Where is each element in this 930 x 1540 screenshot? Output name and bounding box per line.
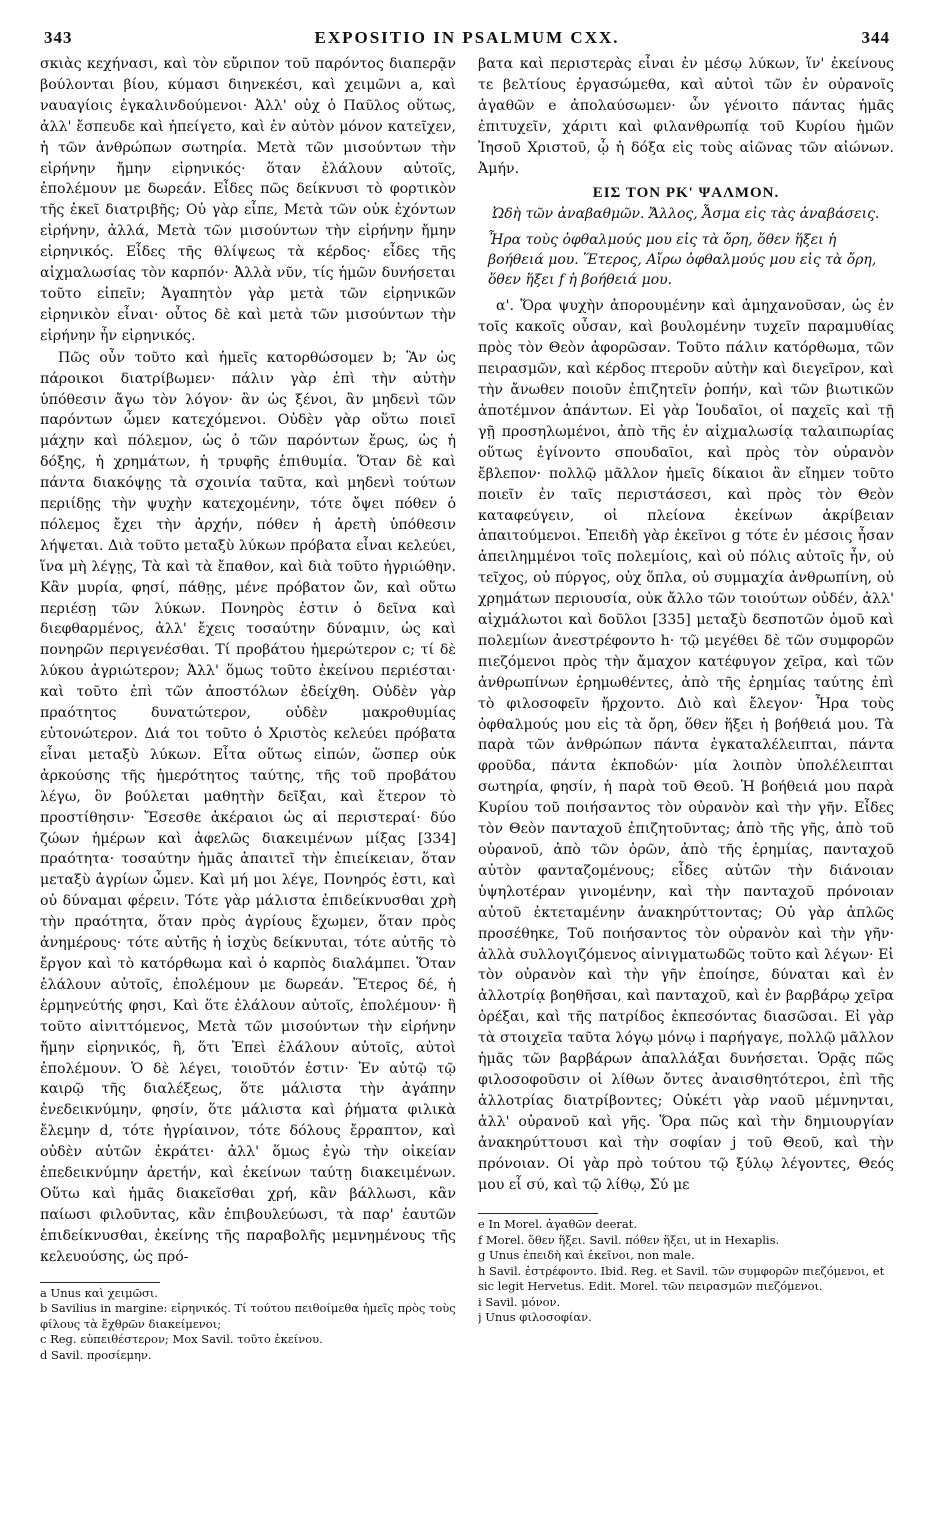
footnote-f: f Morel. ὅθεν ἥξει. Savil. πόθεν ἥξει, ut in Hexaplis. <box>478 1232 780 1247</box>
right-column <box>478 54 894 1363</box>
footnote-g: g Unus ἐπειδὴ καὶ ἐκεῖνοι, non male. <box>478 1248 695 1263</box>
footnote-e: e In Morel. ἀγαθῶν deerat. <box>478 1217 638 1232</box>
running-header <box>40 28 894 54</box>
left-paragraph-2: Πῶς οὖν τοῦτο καὶ ἡμεῖς κατορθώσομεν b; Ἂν ὡς πάροικοι διατρίβωμεν· πάλιν γὰρ ἐπὶ τὴν αὐτὴν ὑπόθεσιν ἄγω τὸν λόγον· ἂν ὡς ξένοι, ἂν μηδενὶ τῶν παρόντων ὦμεν κατεχόμενοι. Οὐδὲν γὰρ οὕτω ποιεῖ μάχην καὶ πόλεμον, ὡς ὁ τῶν παρόντων ἔρως, ὡς ἡ δόξης, ἡ χρημάτων, ἡ τρυφῆς ἐπιθυμία. Ὅταν δὲ καὶ πάντα διακόψῃς τὰ σχοινία ταῦτα, καὶ μηδενὶ τούτων περιίδῃς τὴν ψυχὴν κατεχομένην, τότε ὄψει πόθεν ὁ πόλεμος ἔχει τὴν ἀρχήν, πόθεν ἡ ἀρετὴ ὑπόθεσιν λήψεται. Διὰ τοῦτο μεταξὺ λύκων πρόβατα εἶναι κελεύει, ἵνα μὴ λέγῃς, Τὰ καὶ τὰ ἔπαθον, καὶ διὰ τοῦτο ἠγριώθην. Κἂν μυρία, φησί, πάθῃς, μένε πρόβατον ὤν, καὶ οὕτω περιέσῃ τῶν λύκων. Πονηρὸς ἐστιν ὁ δεῖνα καὶ διεφθαρμένος, ἀλλ' ἔχεις τοσαύτην δύναμιν, ὡς καὶ πονηρῶν περιγενέσθαι. Τί προβάτου ἡμερώτερον c; τί δὲ λύκου ἀγριώτερον; Ἀλλ' ὅμως τοῦτο ἐκείνου περιέσται· καὶ τοῦτο ἐπὶ τῶν ἀποστόλων ἐδείχθη. Οὐδὲν γὰρ πραότητος δυνατώτερον, οὐδὲν μακροθυμίας εὐτονώτερον. Διά τοι τοῦτο ὁ Χριστὸς κελεύει πρόβατα εἶναι μεταξὺ λύκων. Εἶτα οὕτως εἰπών, ὥσπερ οὐκ ἀρκούσης τῆς ἡμερότητος ταύτης, τῆς τοῦ προβάτου λέγω, ὃν βούλεται μαθητὴν δεῖξαι, καὶ ἕτερον τὸ προστίθησιν· Ἔσεσθε ἀκέραιοι ὡς αἱ περιστεραί· δύο ζώων ἡμέρων καὶ ἀφελῶς διακειμένων μίξας [334] πραότητα· τοσαύτην ἡμᾶς ἀπαιτεῖ τὴν ἐπιείκειαν, ὅταν μεταξὺ ἀγρίων ὦμεν. Καὶ μή μοι λέγε, Πονηρός ἐστι, καὶ οὐ δύναμαι φέρειν. Τότε γὰρ μάλιστα ἐπιδείκνυσθαι χρὴ τὴν πραότητα, ὅταν πρὸς ἀγρίους ἔχωμεν, ὅταν πρὸς ἀνημέρους· τότε αὐτῆς ἡ ἰσχὺς δείκνυται, τότε αὐτῆς τὸ ἔργον καὶ τὸ κατόρθωμα καὶ ὁ καρπὸς διαλάμπει. Ὅταν ἐλάλουν αὐτοῖς, ἐπολέμουν με δωρεάν. Ἕτερος δέ, ἡ ἑρμηνεύτής φησι, Καὶ ὅτε ἐλάλουν αὐτοῖς, ἐπολέμουν· ἢ τοῦτο αἰνιττόμενος, Μετὰ τῶν μισούντων τὴν εἰρήνην ἤμην εἰρηνικός, ἢ, ὅτι Ἐπεὶ ἐλάλουν αὐτοῖς, αὐτοὶ ἐπολέμουν. Ὁ δὲ λέγει, τοιοῦτόν ἐστιν· Ἐν αὐτῷ τῷ καιρῷ τῆς διαλέξεως, ὅτε μάλιστα τὴν ἀγάπην ἐνεδεικνύμην, φησίν, ὅτε μάλιστα καὶ ῥήματα φιλικὰ ἔλεμην d, τότε ἠγρίαινον, τότε δόλους ἔρραπτον, καὶ οὐδὲν αὐτῶν ἐκράτει· ἀλλ' ὅμως ἐγὼ τὴν οἰκείαν ἐπεδεικνύμην ἀρετήν, καὶ ἐκείνων ταύτῃ διακειμένων. Οὕτω καὶ ἡμᾶς διακεῖσθαι χρή, κἂν βάλλωσι, κἂν παίωσι φιλοῦντας, κἂν ἐπιβουλεύωσι, τὰ παρ' ἑαυτῶν ἐπιδείκνυσθαι, ἐκείνης τῆς παραβολῆς μεμνημένους τῆς κελευούσης, ὡς πρό- <box>40 349 456 1265</box>
footnote-i: i Savil. μόνον. <box>478 1294 561 1309</box>
footnote-rule <box>478 1213 598 1214</box>
footnote-rule <box>40 1282 160 1283</box>
psalm-verse: Ἦρα τοὺς ὀφθαλμούς μου εἰς τὰ ὄρη, ὅθεν ἥξει ἡ βοήθειά μου. Ἕτερος, Αἴρω ὀφθαλμούς μου εἰς τὰ ὄρη, ὅθεν ἥξει f ἡ βοήθειά μου. <box>488 232 877 289</box>
footnote-a: a Unus καὶ χειμῶσι. <box>40 1285 158 1300</box>
footnote-h: h Savil. ἐστρέφοντο. Ibid. Reg. et Savil. τῶν συμφορῶν πιεζόμενοι, et sic legit Hervetus. Edit. Morel. τῶν πειρασμῶν πιεζόμενοι. <box>478 1263 885 1294</box>
right-opening-paragraph: βατα καὶ περιστερὰς εἶναι ἐν μέσῳ λύκων, ἵν' ἐκείνους τε βελτίους ἐργασώμεθα, καὶ αὐτοὶ τῶν ἐν οὐρανοῖς ἀγαθῶν e ἀπολαύσωμεν· ὧν γένοιτο πάντας ἡμᾶς ἐπιτυχεῖν, χάριτι καὶ φιλανθρωπίᾳ τοῦ Κυρίου ἡμῶν Ἰησοῦ Χριστοῦ, ᾧ ἡ δόξα εἰς τοὺς αἰῶνας τῶν αἰώνων. Ἀμήν. <box>478 56 894 177</box>
right-page-number: 344 <box>861 28 890 47</box>
psalm-heading: ΕΙΣ ΤΟΝ ΡΚ' ΨΑΛΜΟΝ. <box>592 185 780 202</box>
right-paragraph-1: α'. Ὅρα ψυχὴν ἀπορουμένην καὶ ἀμηχανοῦσαν, ὡς ἐν τοῖς κακοῖς οὖσαν, καὶ βουλομένην τυχεῖν παραμυθίας πρὸς τὸν Θεὸν ἀφορῶσαν. Τοῦτο πάλιν κατόρθωμα, τῶν πειρασμῶν, καὶ κέρδος πτεροῦν αὐτὴν καὶ διεγεῖρον, καὶ τὴν ἄνωθεν ποιοῦν ἐπιζητεῖν ῥοπήν, καὶ τῶν βιωτικῶν ἀποτέμνον ἁπάντων. Εἰ γὰρ Ἰουδαῖοι, οἱ παχεῖς καὶ τῇ γῇ προσηλωμένοι, ἀπὸ τῆς ἐν αἰχμαλωσίᾳ ταλαιπωρίας οὕτως ἐγίνοντο σπουδαῖοι, καὶ πρὸς τὸν οὐρανὸν ἔβλεπον· πολλῷ μᾶλλον ἡμεῖς δίκαιοι ἂν εἴημεν τοῦτο ποιεῖν ἐν ταῖς περιστάσεσι, καὶ πρὸς τὸν Θεὸν καταφεύγειν, οἱ πλείονα ἐκείνων ἀκρίβειαν ἀπαιτούμενοι. Ἐπειδὴ γὰρ ἐκεῖνοι g τότε ἐν μέσοις ἦσαν ἀπειλημμένοι τοῖς πολεμίοις, καὶ οὐ πόλις αὐτοῖς ἦν, οὐ τεῖχος, οὐ πύργος, οὐχ ὅπλα, οὐ συμμαχία ἀνθρωπίνη, οὐ χρημάτων περιουσία, οὐκ ἄλλο τῶν τοιούτων οὐδέν, ἀλλ' αἰχμάλωτοι καὶ δοῦλοι [335] μεταξὺ δεσποτῶν ὁμοῦ καὶ πολεμίων ἀνεστρέφοντο h· τῷ μεγέθει δὲ τῶν συμφορῶν πιεζόμενοι πρὸς τὴν ἄμαχον κατέφυγον χεῖρα, καὶ τῶν ἀνθρωπίνων ἐρημωθέντες, ἀπὸ τῆς ἐρημίας ταύτης ἐπὶ τὸ φιλοσοφεῖν ἤρχοντο. Διὸ καὶ ἔλεγον· Ἦρα τοὺς ὀφθαλμούς μου εἰς τὰ ὄρη, ὅθεν ἥξει ἡ βοήθειά μου. Τὰ παρὰ τῶν ἀνθρώπων πάντα ἐγκαταλέλειπται, πάντα φροῦδα, πάντα ἐκποδών· μία λοιπὸν ὑπολέλειπται σωτηρία, φησίν, ἡ παρὰ τοῦ Θεοῦ. Ἡ βοήθειά μου παρὰ Κυρίου τοῦ ποιήσαντος τὸν οὐρανὸν καὶ τὴν γῆν. Εἶδες τὸν Θεὸν πανταχοῦ ἐπιζητοῦντας; ἀπὸ τῆς γῆς, ἀπὸ τοῦ οὐρανοῦ, ἀπὸ τῶν ὀρῶν, ἀπὸ τῆς ἐρημίας, πανταχοῦ αὐτὸν φανταζομένους; εἶδες αὐτῶν τὴν διάνοιαν ὑψηλοτέραν γινομένην, καὶ τὴν πανταχοῦ πρόνοιαν αὐτοῦ ἐκτεταμένην ἀνακηρύττοντας; Οὐ γὰρ ἁπλῶς προσέθηκε, Τοῦ ποιήσαντος τὸν οὐρανὸν καὶ τὴν γῆν· ἀλλὰ συλλογιζόμενος αἰνιγματωδῶς τοῦτο καὶ λέγων· Εἰ τὸν οὐρανὸν καὶ τὴν γῆν ἐποίησε, δύναται καὶ ἐν ἀλλοτρίᾳ βοηθῆσαι, καὶ πανταχοῦ, καὶ ἐν βαρβάρῳ χεῖρα ὀρέξαι, καὶ τῆς πατρίδος ἐκπεσόντας διασῶσαι. Εἰ γὰρ τὰ στοιχεῖα ταῦτα λόγῳ μόνῳ i παρήγαγε, πολλῷ μᾶλλον ἡμᾶς τῶν βαρβάρων ἀπαλλάξαι δυνήσεται. Ὁρᾷς πῶς φιλοσοφοῦσιν οἱ λίθων ὄντες ἀναισθητότεροι, ἐπὶ τῆς ἀλλοτρίας διατρίβοντες; Οὐκέτι γὰρ ναοῦ μέμνηνται, ἀλλ' οὐρανοῦ καὶ γῆς. Ὅρα πῶς καὶ τὴν δημιουργίαν ἀνακηρύττουσι καὶ τὴν σοφίαν j τοῦ Θεοῦ, καὶ τὴν πρόνοιαν. Οἱ γὰρ πρὸ τούτου τῷ ξύλῳ λέγοντες, Θεός μου εἶ σύ, καὶ τῷ λίθῳ, Σύ με <box>478 298 894 1193</box>
footnote-d: d Savil. προσίεμην. <box>40 1347 152 1362</box>
psalm-subheading: Ὠδὴ τῶν ἀναβαθμῶν. Ἄλλος, Ἆσμα εἰς τὰς ἀναβάσεις. <box>492 206 880 223</box>
left-footnotes <box>40 1282 456 1364</box>
footnote-b: b Savilius in margine: εἰρηνικός. Τί τούτου πειθοίμεθα ἡμεῖς πρὸς τοὺς φίλους τὰ ἔχθρῶν διακείμενοι; <box>40 1301 456 1331</box>
footnote-j: j Unus φιλοσοφίαν. <box>478 1310 592 1325</box>
running-title: EXPOSITIO IN PSALMUM CXX. <box>314 28 620 47</box>
footnote-c: c Reg. εὐπειθέστερον; Mox Savil. τοῦτο ἐκείνου. <box>40 1332 323 1347</box>
left-page-number: 343 <box>44 28 73 47</box>
left-paragraph-1: σκιὰς κεχήνασι, καὶ τὸν εὔριπον τοῦ παρόντος διαπερᾷν βούλονται βίου, κύμασι διηνεκέσι, καὶ χειμῶνι a, καὶ ναυαγίοις ἐγκαλινδούμενοι· Ἀλλ' οὐχ ὁ Παῦλος οὕτως, ἀλλ' ἔσπευδε καὶ ἠπείγετο, καὶ ἐν αὐτὸν μόνον κατεῖχεν, ἡ τῶν ἀνθρώπων σωτηρία. Μετὰ τῶν μισούντων τὴν εἰρήνην ἤμην εἰρηνικός· ὅταν ἐλάλουν αὐτοῖς, ἐπολέμουν με δωρεάν. Εἶδες πῶς δείκνυσι τὸ φορτικὸν τῆς ἐκεῖ διατριβῆς; Οὐ γὰρ εἶπε, Μετὰ τῶν οὐκ ἐχόντων εἰρήνην, ἀλλά, Μετὰ τῶν μισούντων τὴν εἰρήνην ἤμην εἰρηνικός. Εἶδες τῆς θλίψεως τὰ κέρδος· εἶδες τῆς αἰχμαλωσίας τὸν καρπόν· Ἀλλὰ νῦν, τίς ἡμῶν δυνήσεται τοῦτο εἰπεῖν; Ἀγαπητὸν γὰρ μετὰ τῶν εἰρηνικῶν εἰρηνικὸν εἶναι· οὗτος δὲ καὶ μετὰ τῶν μισούντων τὴν εἰρήνην ἦν εἰρηνικός. <box>40 56 456 344</box>
left-column <box>40 54 456 1363</box>
right-footnotes <box>478 1213 894 1326</box>
text-columns <box>40 54 894 1363</box>
